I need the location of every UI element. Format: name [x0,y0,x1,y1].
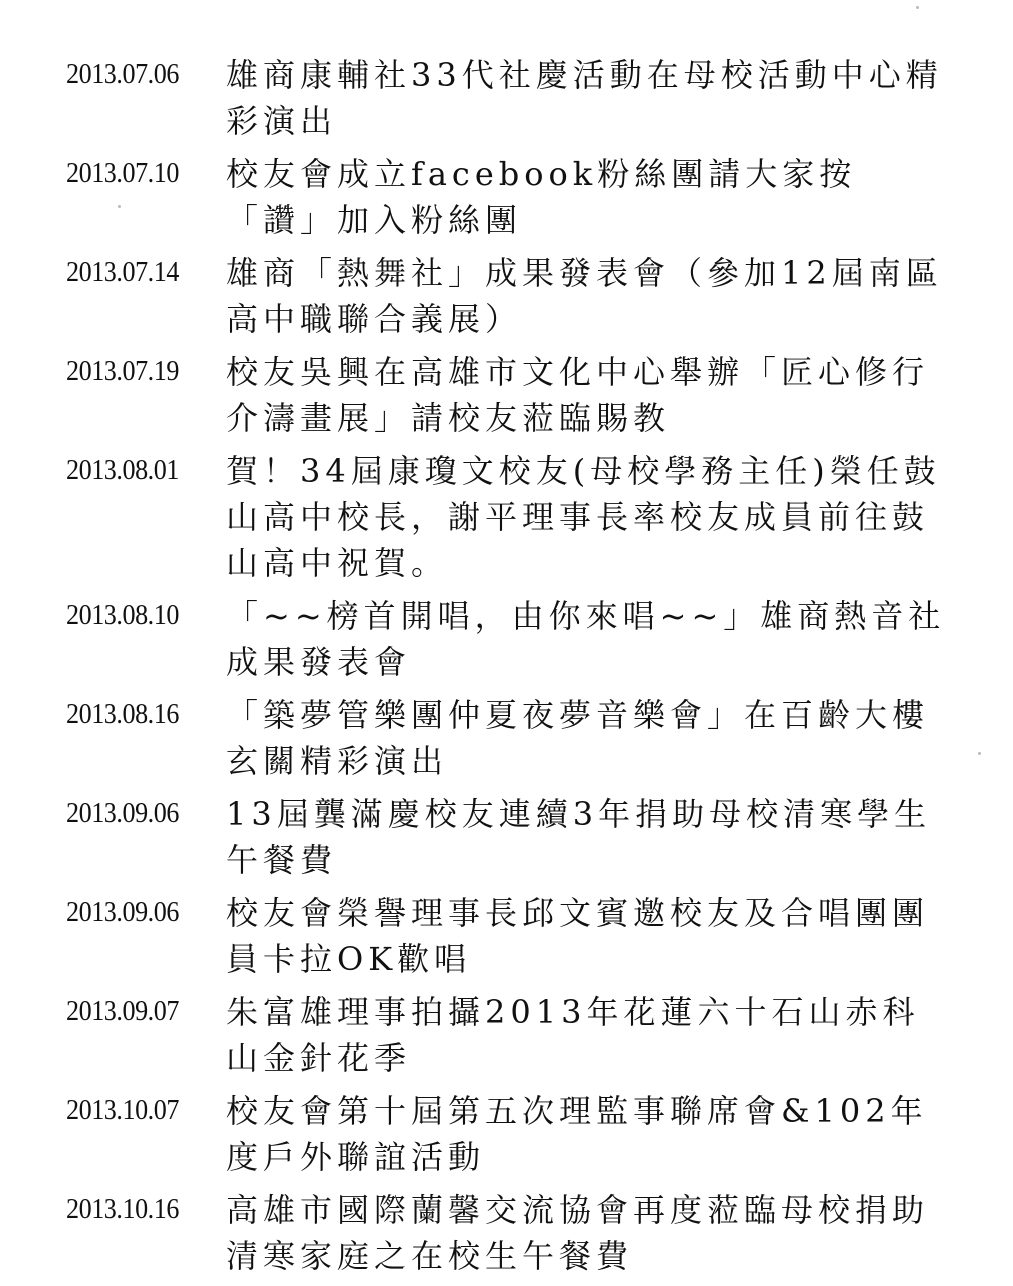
event-date: 2013.10.07 [66,1094,179,1126]
event-entry [66,1088,956,1180]
event-date: 2013.08.10 [66,599,179,631]
scan-speck [118,205,121,208]
event-date: 2013.07.14 [66,256,179,288]
event-entry [66,593,956,685]
event-text: 校友會成立facebook粉絲團請大家按「讚」加入粉絲團 [226,155,857,239]
event-text: 雄商康輔社33代社慶活動在母校活動中心精彩演出 [226,56,943,140]
event-text: 賀！34屆康瓊文校友(母校學務主任)榮任鼓山高中校長，謝平理事長率校友成員前往鼓山高中祝賀。 [226,452,941,582]
event-date: 2013.07.06 [66,58,179,90]
event-entry [66,1187,956,1279]
event-date: 2013.09.07 [66,995,179,1027]
scan-speck [978,752,981,755]
event-text: 高雄市國際蘭馨交流協會再度蒞臨母校捐助清寒家庭之在校生午餐費 [226,1191,930,1275]
event-date: 2013.07.19 [66,355,179,387]
event-text: 13屆龔滿慶校友連續3年捐助母校清寒學生午餐費 [226,795,932,879]
event-entry [66,890,956,982]
event-text: 校友吳興在高雄市文化中心舉辦「匠心修行介濤畫展」請校友蒞臨賜教 [226,353,930,437]
event-date: 2013.08.16 [66,698,179,730]
event-text: 雄商「熱舞社」成果發表會（參加12屆南區高中職聯合義展） [226,254,943,338]
event-date: 2013.09.06 [66,797,179,829]
event-entry [66,151,956,243]
event-list [66,52,956,1286]
event-text: 校友會第十屆第五次理監事聯席會&102年度戶外聯誼活動 [226,1092,928,1176]
scan-speck [916,6,919,9]
event-date: 2013.09.06 [66,896,179,928]
event-entry [66,692,956,784]
event-text: 朱富雄理事拍攝2013年花蓮六十石山赤科山金針花季 [226,993,920,1077]
event-date: 2013.10.16 [66,1193,179,1225]
event-text: 校友會榮譽理事長邱文賓邀校友及合唱團團員卡拉OK歡唱 [226,894,930,978]
event-text: 「築夢管樂團仲夏夜夢音樂會」在百齡大樓玄關精彩演出 [226,696,930,780]
event-entry [66,250,956,342]
event-entry [66,349,956,441]
event-date: 2013.07.10 [66,157,179,189]
event-entry [66,791,956,883]
event-date: 2013.08.01 [66,454,179,486]
event-entry [66,52,956,144]
event-text: 「~~榜首開唱，由你來唱~~」雄商熱音社成果發表會 [226,597,946,681]
event-entry [66,448,956,586]
event-entry [66,989,956,1081]
